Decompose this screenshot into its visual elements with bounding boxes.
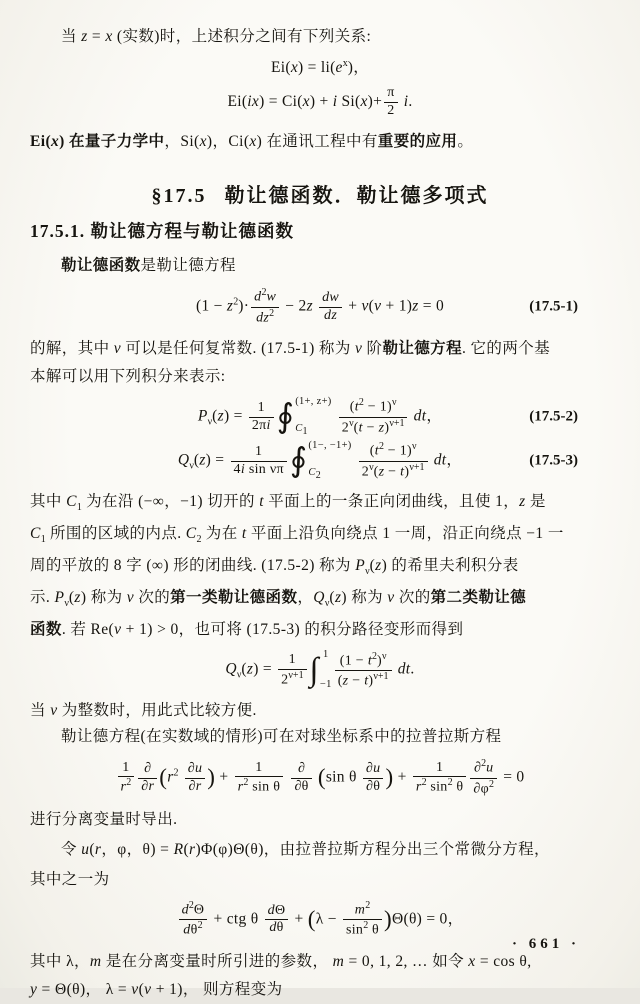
section-heading — [30, 179, 610, 208]
equation-number: (17.5-1) — [529, 298, 578, 315]
paragraph-line: 的解，其中 ν 可以是任何复常数. (17.5-1) 称为 ν 阶勒让德方程. 它的两个基 — [30, 340, 551, 358]
paragraph-line: 本解可以用下列积分来表示: — [30, 368, 226, 386]
paragraph-line: 其中 $C_1$ 为在沿 (−∞，−1) 切开的 t 平面上的一条正向闭曲线，且使 1，z 是 — [30, 493, 546, 514]
equation-q-integral: $Q_\nu(z)$ = $\frac{1}{2^{\nu+1}}$ ∫ 1 −1 $\frac{(1 - t^2)^\nu}{(z - t)^{\nu+1}}$ dt. — [225, 649, 415, 690]
equation-body: $(1 - z^2)\cdot$ $\frac{d^2w}{dz^2}$ − 2z $\frac{dw}{dz}$ + ν(ν + 1)z = 0 — [195, 287, 445, 326]
equation-ei-ci: Ei(ix) = Ci(x) + i Si(x)+ $\frac{\pi}{2}$ i. — [227, 85, 413, 118]
section-number: §17.5 — [151, 185, 207, 208]
subsection-number: 17.5.1. — [30, 221, 86, 242]
subsection-heading — [30, 218, 610, 243]
integer-note: 当 ν 为整数时，用此式比较方便. — [30, 702, 257, 720]
paragraph-line: y = Θ(θ)， λ = ν(ν + 1)， 则方程变为 — [30, 980, 283, 998]
intro-note: Ei(x) 在量子力学中，Si(x)，Ci(x) 在通讯工程中有重要的应用。 — [30, 133, 474, 151]
equation-body: $Q_\nu(z)$ = $\frac{1}{\text{4i sin νπ}}$ ∮ (1−, −1+) $C_2$ $\frac{(t^2 - 1)^\nu}{2^\nu(z - t)^{\nu+1}}$ dt， — [177, 440, 463, 482]
equation-theta: $\frac{d^2\Theta}{d\theta^2}$ + ctg θ $\frac{d\Theta}{d\theta}$ + (λ − $\frac{m^2}{\sin^2 \theta}$ )Θ(θ) = 0， — [30, 901, 610, 939]
equation-17-5-2 — [30, 397, 610, 437]
paragraph-line: 函数. 若 Re(ν + 1) > 0，也可将 (17.5-3) 的积分路径变形而得到 — [30, 621, 464, 639]
subsection-title: 勒让德方程与勒让德函数 — [90, 221, 294, 242]
equation-ei-li: $Ei(x) = li(e^x)$， — [270, 57, 369, 76]
equation-laplace: $\frac{1}{r^2}$ ∂ ∂r ($r^2$ $\frac{\partial u}{\partial r}$ ) + $\frac{1}{r^2 \sin \theta}$ ∂ ∂θ (sin θ $\frac{\partial u}{\partial\theta}$ ) + $\frac{1}{r^2 \sin^2 \theta}$ $\frac{\partial^2u}{\partial\varphi^2}$ = 0 — [30, 759, 610, 797]
equation-body: $P_\nu(z)$ = $\frac{1}{2\pi i}$ ∮ (1+, z+) $C_1$ $\frac{(t^2 - 1)^\nu}{2^\nu(t - z)^{\nu+1}}$ dt， — [197, 396, 443, 438]
laplace-intro: 勒让德方程(在实数域的情形)可在对球坐标系中的拉普拉斯方程 — [61, 728, 502, 746]
equation-17-5-3 — [30, 441, 610, 481]
paragraph-line: 其中 λ，m 是在分离变量时所引进的参数， m = 0, 1, 2, … 如令 x = cos θ, — [30, 952, 532, 970]
separation-line: 令 u(r，φ，θ) = R(r)Φ(φ)Θ(θ)，由拉普拉斯方程分出三个常微分方程， — [61, 841, 550, 859]
section-title: 勒让德函数．勒让德多项式 — [224, 185, 489, 208]
equation-17-5-1 — [30, 288, 610, 326]
one-of-line: 其中之一为 — [30, 871, 110, 889]
page-number: · 661 · — [511, 936, 580, 952]
equation-number: (17.5-2) — [529, 408, 578, 425]
intro-line: 当 z = x (实数)时，上述积分之间有下列关系: — [61, 28, 372, 45]
derive-note: 进行分离变量时导出. — [30, 811, 178, 829]
lead-sentence: 勒让德函数是勒让德方程 — [61, 257, 236, 275]
equation-number: (17.5-3) — [529, 452, 578, 469]
paragraph-line: 示. $P_\nu(z)$ 称为 ν 次的第一类勒让德函数，$Q_\nu(z)$ 称为 ν 次的第二类勒让德 — [30, 589, 527, 610]
paragraph-line: $C_1$ 所围的区域的内点. $C_2$ 为在 t 平面上沿负向绕点 1 一周，沿正向绕点 −1 一 — [30, 525, 564, 546]
paragraph-line: 周的平放的 8 字 (∞) 形的闭曲线. (17.5-2) 称为 $P_\nu(z)$ 的希里夫利积分表 — [30, 557, 519, 578]
